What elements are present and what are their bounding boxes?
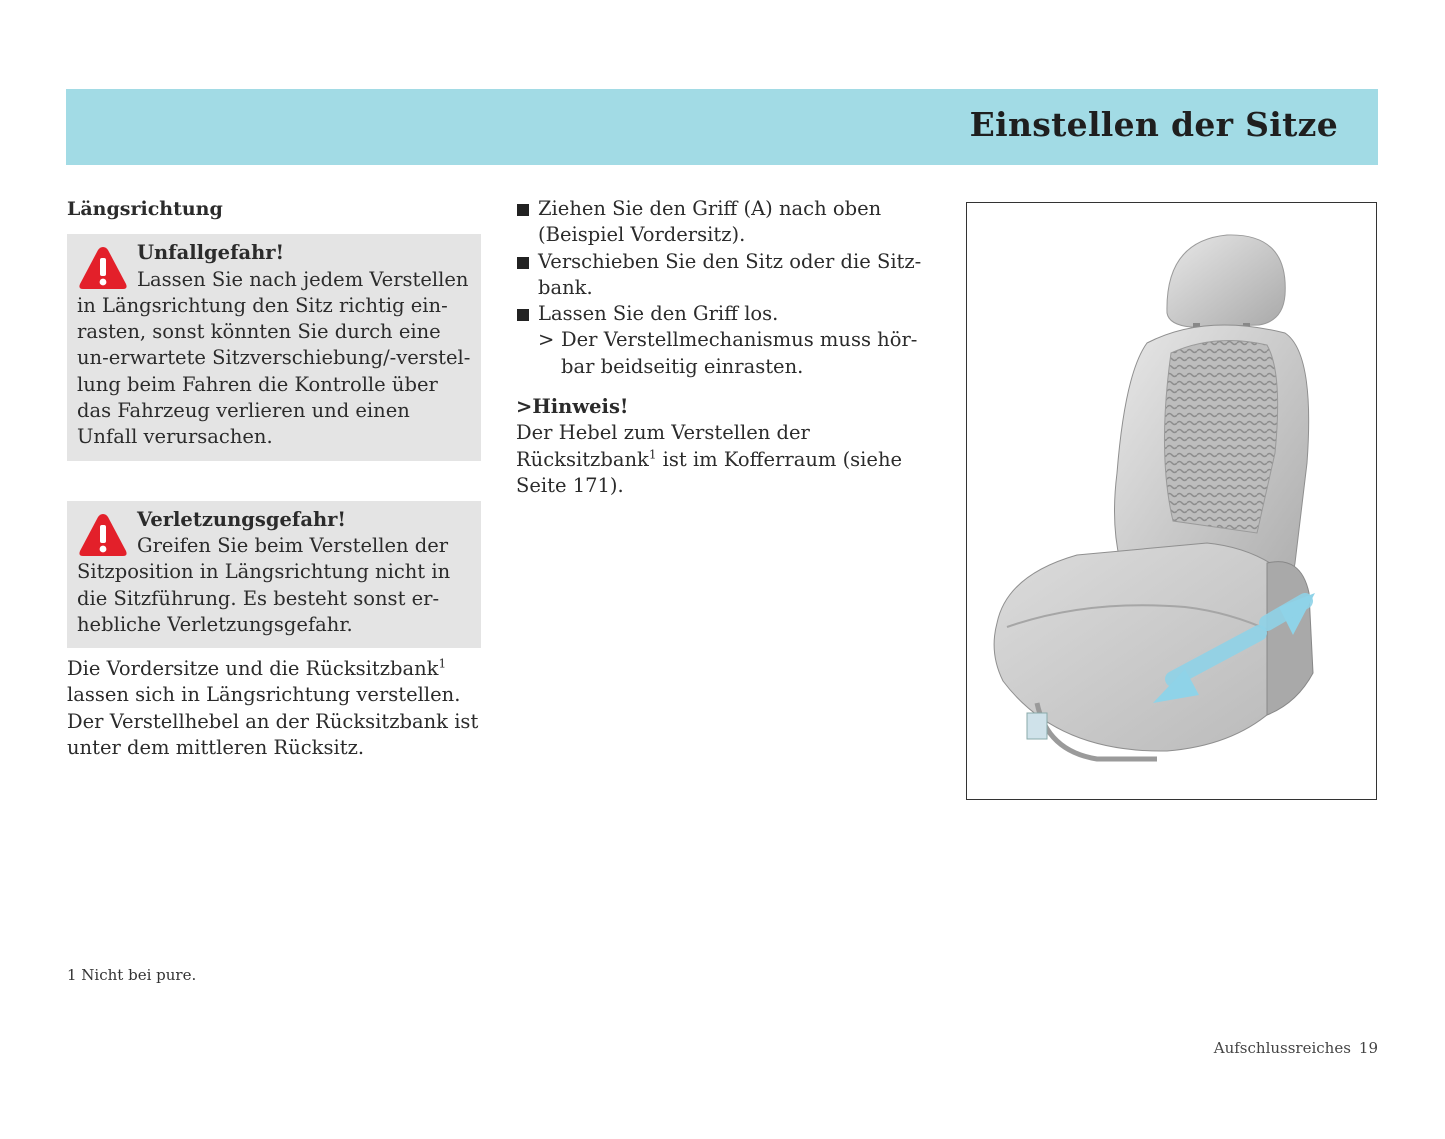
footer-section: Aufschlussreiches [1213, 1039, 1351, 1057]
note-heading: >Hinweis! [516, 395, 629, 419]
car-seat-illustration [967, 203, 1376, 799]
warning-box-injury [67, 501, 481, 648]
square-bullet-icon [517, 257, 529, 269]
page-number: 19 [1358, 1039, 1378, 1057]
result-line [516, 327, 936, 380]
page-title: Einstellen der Sitze [969, 105, 1338, 144]
note-body: Der Hebel zum Verstellen der Rücksitzbank [516, 421, 810, 471]
warning-text: Greifen Sie beim Verstellen der Sitzposition in Längsrichtung nicht in die Sitzführung. Es besteht sonst er-hebliche Verletzungsgefahr. [77, 533, 451, 636]
instruction-step [516, 301, 936, 327]
header-band [66, 89, 1378, 165]
square-bullet-icon [517, 204, 529, 216]
instruction-list [516, 196, 936, 380]
step-text: Ziehen Sie den Griff (A) nach oben (Beispiel Vordersitz). [538, 197, 882, 247]
result-marker: > [538, 328, 555, 352]
step-text: Verschieben Sie den Sitz oder die Sitz-bank. [538, 249, 922, 299]
instruction-step [516, 249, 936, 302]
note-body: ist im Kofferraum (siehe Seite 171). [516, 447, 903, 497]
result-text: Der Verstellmechanismus muss hör-bar beidseitig einrasten. [561, 328, 918, 378]
warning-triangle-icon [77, 511, 129, 559]
warning-box-accident [67, 234, 481, 460]
body-text: Die Vordersitze und die Rücksitzbank [67, 657, 439, 681]
instruction-step [516, 196, 936, 249]
body-paragraph [67, 656, 481, 761]
warning-title: Verletzungsgefahr! [137, 507, 346, 531]
note-text [516, 420, 936, 499]
step-text: Lassen Sie den Griff los. [538, 302, 779, 326]
body-text: lassen sich in Längsrichtung verstellen. Der Verstellhebel an der Rücksitzbank ist unter dem mittleren Rücksitz. [67, 683, 479, 760]
square-bullet-icon [517, 309, 529, 321]
section-heading: Längsrichtung [67, 198, 223, 220]
left-column [67, 196, 481, 761]
warning-title: Unfallgefahr! [137, 241, 285, 265]
page-footer [1214, 1039, 1378, 1057]
seat-figure [966, 202, 1377, 800]
warning-text: Lassen Sie nach jedem Verstellen in Längsrichtung den Sitz richtig ein-rasten, sonst könnten Sie durch eine un-erwartete Sitzverschiebung/-verstel-lung beim Fahren die Kontrolle über das Fahrzeug verlieren und einen Unfall verursachen. [77, 267, 471, 449]
footnote-ref: 1 [648, 447, 657, 462]
footnote: 1 Nicht bei pure. [67, 966, 197, 984]
warning-triangle-icon [77, 244, 129, 292]
footnote-ref: 1 [438, 656, 447, 671]
middle-column [516, 196, 936, 499]
